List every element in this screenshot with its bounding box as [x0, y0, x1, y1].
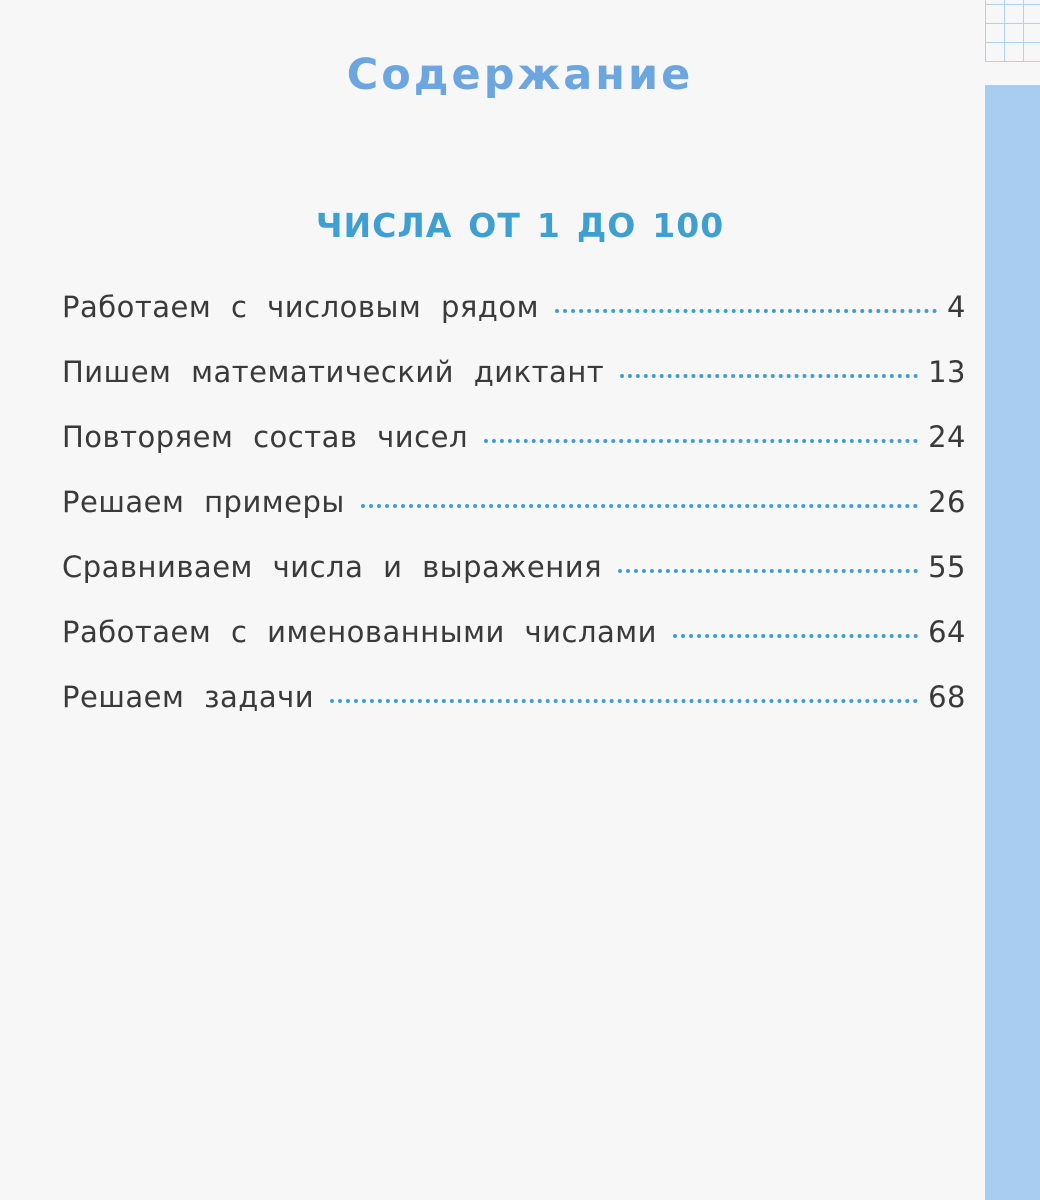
toc-entry[interactable]: [62, 420, 966, 485]
toc-entry-label: Работаем с именованными числами: [62, 615, 657, 649]
page-title: Содержание: [346, 50, 694, 100]
toc-page-number: 26: [928, 485, 966, 519]
section-heading: [0, 206, 1040, 245]
toc-page-number: 64: [928, 615, 966, 649]
toc-page-number: 4: [947, 290, 966, 324]
toc-entry[interactable]: [62, 290, 966, 355]
toc-page-number: 13: [928, 355, 966, 389]
toc-entry-label: Пишем математический диктант: [62, 355, 605, 389]
toc-leader-dots: [618, 569, 918, 573]
toc-entry-label: Работаем с числовым рядом: [62, 290, 539, 324]
toc-entry-label: Решаем примеры: [62, 485, 345, 519]
side-strip-decoration: [985, 85, 1040, 1200]
section-heading-word: ЧИСЛА: [315, 206, 453, 245]
toc-leader-dots: [484, 439, 918, 443]
toc-leader-dots: [361, 504, 918, 508]
toc-entry[interactable]: [62, 550, 966, 615]
toc-page-number: 55: [928, 550, 966, 584]
table-of-contents: [62, 290, 966, 745]
toc-entry-label: Решаем задачи: [62, 680, 315, 714]
toc-entry[interactable]: [62, 355, 966, 420]
section-heading-word: ОТ: [468, 206, 521, 245]
toc-leader-dots: [330, 699, 918, 703]
toc-leader-dots: [673, 634, 918, 638]
toc-leader-dots: [555, 309, 937, 313]
section-heading-number: 1: [536, 206, 561, 245]
toc-page-number: 24: [928, 420, 966, 454]
toc-entry-label: Повторяем состав чисел: [62, 420, 468, 454]
section-heading-word: ДО: [576, 206, 637, 245]
toc-entry-label: Сравниваем числа и выражения: [62, 550, 603, 584]
toc-entry[interactable]: [62, 485, 966, 550]
toc-entry[interactable]: [62, 680, 966, 745]
section-heading-number: 100: [652, 206, 725, 245]
toc-leader-dots: [620, 374, 918, 378]
toc-entry[interactable]: [62, 615, 966, 680]
toc-page-number: 68: [928, 680, 966, 714]
